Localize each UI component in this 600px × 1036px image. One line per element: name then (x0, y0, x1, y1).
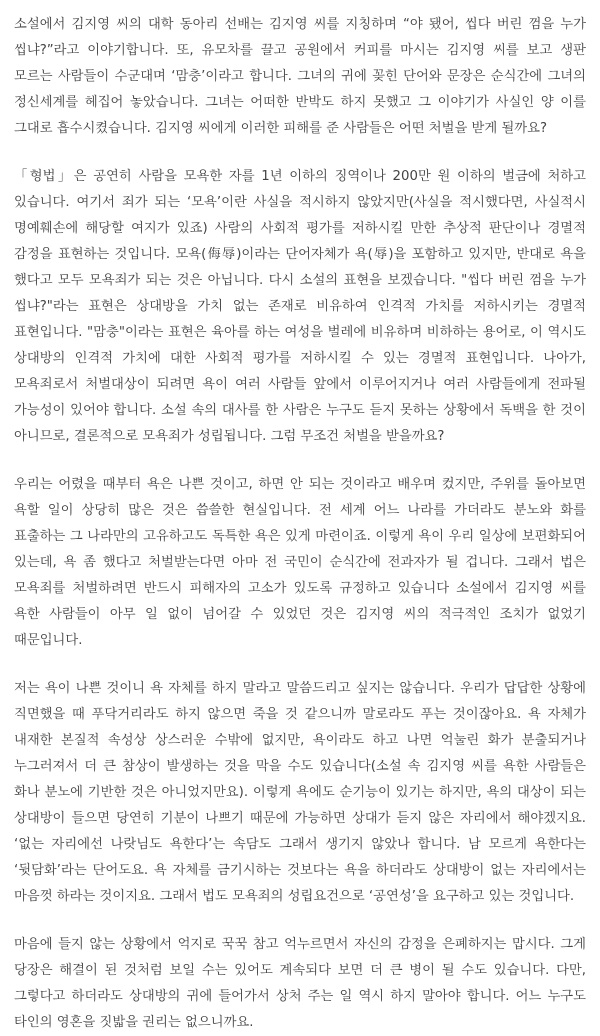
paragraph-criminal-law: 「형법」은 공연히 사람을 모욕한 자를 1년 이하의 징역이나 200만 원 이하의 벌금에 처하고 있습니다. 여기서 죄가 되는 ‘모욕’이란 사실을 적시하지 않았지만(사실을 적시했다면, 사실적시 명예훼손에 해당할 여지가 있죠) 사람의 사회적 평가를 저하시킬 만한 추상적 판단이나 경멸적 감정을 표현하는 것입니다. 모욕(侮辱)이라는 단어자체가 욕(辱)을 포함하고 있지만, 반대로 욕을 했다고 모두 모욕죄가 되는 것은 아닙니다. 다시 소설의 표현을 보겠습니다. "씹다 버린 껌을 누가 씹냐?"라는 표현은 상대방을 가치 없는 존재로 비유하여 인격적 가치를 저하시키는 경멸적 표현입니다. "맘충"이라는 표현은 육아를 하는 여성을 벌레에 비유하며 비하하는 용어로, 이 역시도 상대방의 인격적 가치에 대한 사회적 평가를 저하시킬 수 있는 경멸적 표현입니다. 나아가, 모욕죄로서 처벌대상이 되려면 욕이 여러 사람들 앞에서 이루어지거나 여러 사람들에게 전파될 가능성이 있어야 합니다. 소설 속의 대사를 한 사람은 누구도 듣지 못하는 상황에서 독백을 한 것이 아니므로, 결론적으로 모욕죄가 성립됩니다. 그럼 무조건 처벌을 받을까요? (14, 169, 586, 444)
paragraph-intro: 소설에서 김지영 씨의 대학 동아리 선배는 김지영 씨를 지칭하며 “야 됐어, 씹다 버린 껌을 누가 씹냐?”라고 이야기합니다. 또, 유모차를 끌고 공원에서 커피를 마시는 김지영 씨를 보고 생판 모르는 사람들이 수군대며 ‘맘충’이라고 합니다. 그녀의 귀에 꽂힌 단어와 문장은 순식간에 그녀의 정신세계를 헤집어 놓았습니다. 그녀는 어떠한 반박도 하지 못했고 그 이야기가 사실인 양 이를 그대로 흡수시켰습니다. 김지영 씨에게 이러한 피해를 준 사람들은 어떤 처벌을 받게 될까요? (14, 17, 586, 136)
paragraph-publicity-requirement: 저는 욕이 나쁜 것이니 욕 자체를 하지 말라고 말씀드리고 싶지는 않습니다. 우리가 답답한 상황에 직면했을 때 푸닥거리라도 하지 않으면 죽을 것 같으니까 말로라도 푸는 것이잖아요. 욕 자체가 내재한 본질적 속성상 상스러운 수밖에 없지만, 욕이라도 하고 나면 억눌린 화가 분출되거나 누그러져서 더 큰 참상이 발생하는 것을 막을 수도 있습니다(소설 속 김지영 씨를 욕한 사람들은 화나 분노에 기반한 것은 아니었지만요). 이렇게 욕에도 순기능이 있기는 하지만, 욕의 대상이 되는 상대방이 들으면 당연히 기분이 나쁘기 때문에 가능하면 상대가 듣지 않은 자리에서 해야겠지요. ‘없는 자리에선 나랏님도 욕한다’는 속담도 그래서 생기지 않았나 합니다. 남 모르게 욕한다는 ‘뒷담화’라는 단어도요. 욕 자체를 금기시하는 것보다는 욕을 하더라도 상대방이 없는 자리에서는 마음껏 하라는 것이지요. 그래서 법도 모욕죄의 성립요건으로 ‘공연성’을 요구하고 있는 것입니다. (14, 681, 586, 904)
paragraph-conclusion: 마음에 들지 않는 상황에서 억지로 꾹꾹 참고 억누르면서 자신의 감정을 은폐하지는 맙시다. 그게 당장은 해결이 된 것처럼 보일 수는 있어도 계속되다 보면 더 큰 병이 될 수도 있습니다. 다만, 그렇다고 하더라도 상대방의 귀에 들어가서 상처 주는 일 역시 하지 말아야 합니다. 어느 누구도 타인의 영혼을 짓밟을 권리는 없으니까요. (14, 937, 586, 1030)
paragraph-complaint-requirement: 우리는 어렸을 때부터 욕은 나쁜 것이고, 하면 안 되는 것이라고 배우며 컸지만, 주위를 돌아보면 욕할 일이 상당히 많은 것은 씁쓸한 현실입니다. 전 세계 어느 나라를 가더라도 분노와 화를 표출하는 그 나라만의 고유하고도 독특한 욕은 있게 마련이죠. 이렇게 욕이 우리 일상에 보편화되어 있는데, 욕 좀 했다고 처벌받는다면 아마 전 국민이 순식간에 전과자가 될 겁니다. 그래서 법은 모욕죄를 처벌하려면 반드시 피해자의 고소가 있도록 규정하고 있습니다 소설에서 김지영 씨를 욕한 사람들이 아무 일 없이 넘어갈 수 있었던 것은 김지영 씨의 적극적인 조치가 없었기 때문입니다. (14, 477, 586, 648)
